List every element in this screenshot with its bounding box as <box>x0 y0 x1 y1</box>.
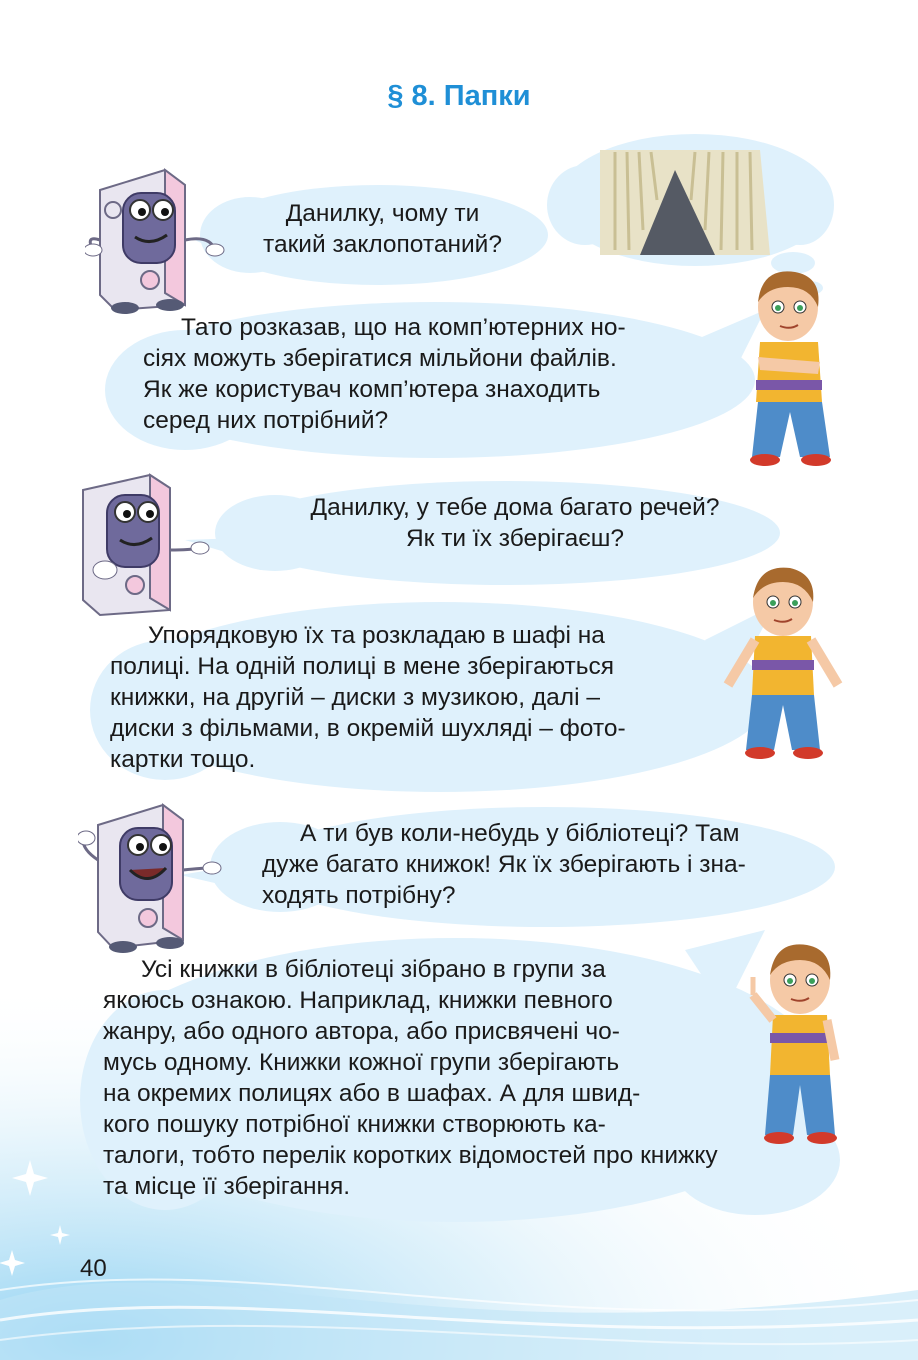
speech-boy-2: Упорядковую їх та розкладаю в шафі на полиці. На одній полиці в мене зберігаються книжки, на другій – диски з музикою, далі – диски з фільмами, в окремій шухляді – фото- картки тощо. <box>110 622 626 773</box>
computer-character-2 <box>75 470 210 620</box>
curtain-icon <box>600 150 770 255</box>
computer-character-1 <box>85 165 230 315</box>
boy-character-3 <box>735 935 845 1150</box>
speech-computer-2: Данилку, у тебе дома багато речей? Як ти їх зберігаєш? <box>310 494 720 552</box>
speech-boy-3: Усі книжки в бібліотеці зібрано в групи за якоюсь ознакою. Наприклад, книжки певного жанру, або одного автора, або присвячені чо- мусь одному. Книжки кожної групи зберігають на окремих полицях або в шафах. А для швид- кого пошуку потрібної книжки створюють ка- талоги, тобто перелік коротких відомостей про книжку та місце її зберігання. <box>103 956 718 1200</box>
boy-character-1 <box>740 262 840 467</box>
speech-computer-3: А ти був коли-небудь у бібліотеці? Там дуже багато книжок! Як їх зберігають і зна- ходять потрібну? <box>262 820 746 909</box>
speech-boy-1: Тато розказав, що на комп’ютерних но- сіях можуть зберігатися мільйони файлів. Як же користувач комп’ютера знаходить серед них потрібний? <box>143 314 626 434</box>
speech-computer-1: Данилку, чому ти такий заклопотаний? <box>263 200 502 258</box>
boy-character-2 <box>718 560 848 760</box>
page-number: 40 <box>80 1255 107 1282</box>
page-title: § 8. Папки <box>387 80 531 112</box>
computer-character-3 <box>78 800 223 955</box>
